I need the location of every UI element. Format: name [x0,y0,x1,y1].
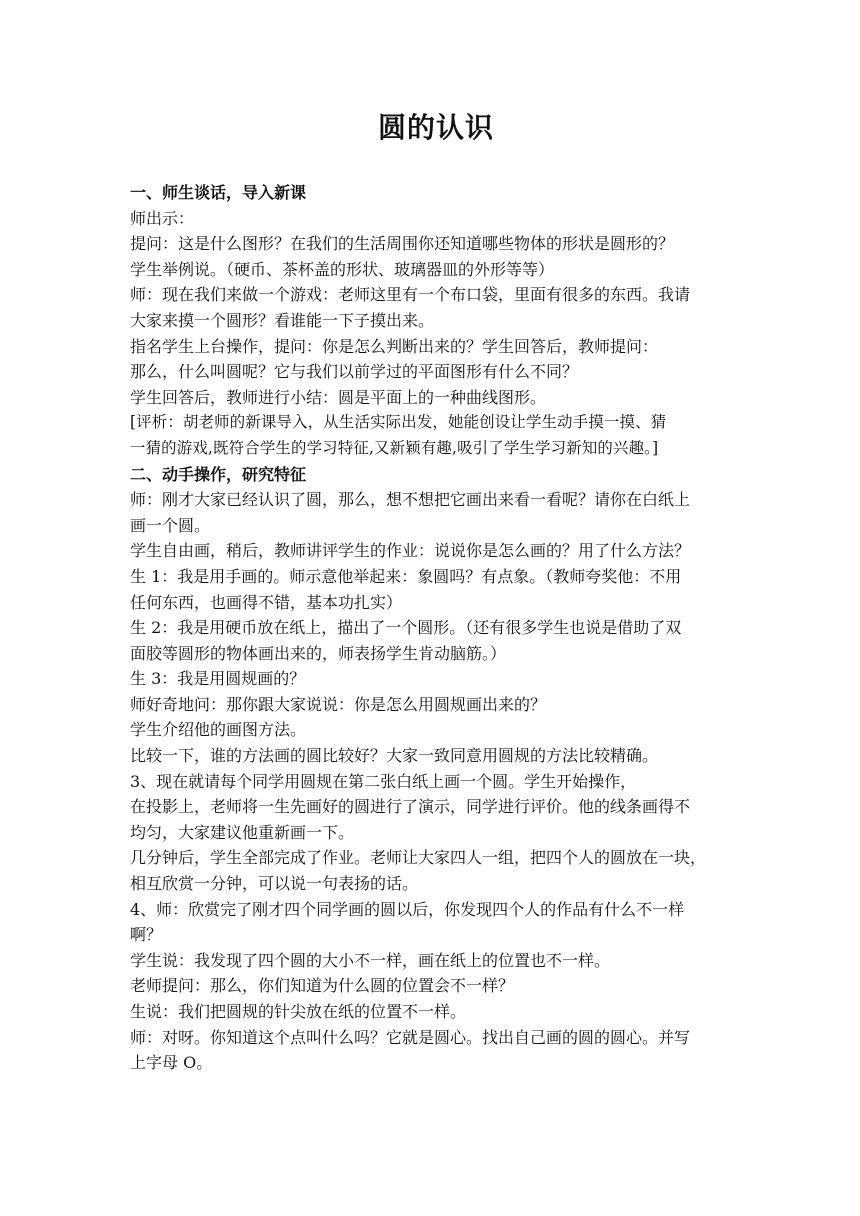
text-line: 比较一下，谁的方法画的圆比较好？大家一致同意用圆规的方法比较精确。 [130,746,659,766]
text-line: 画一个圆。 [130,515,211,535]
text-line: 提问：这是什么图形？在我们的生活周围你还知道哪些物体的形状是圆形的？ [130,234,675,254]
text-line: 生 2：我是用硬币放在纸上，描出了一个圆形。（还有很多学生也说是借助了双 [130,618,682,638]
text-line: 3、现在就请每个同学用圆规在第二张白纸上画一个圆。学生开始操作， [130,771,637,791]
text-line: 师：刚才大家已经认识了圆，那么，想不想把它画出来看一看呢？请你在白纸上 [130,490,691,510]
text-line: 生 1：我是用手画的。师示意他举起来：象圆吗？有点象。（教师夸奖他：不用 [130,566,682,586]
text-line: 学生介绍他的画图方法。 [130,720,307,740]
comment-line: [评析：胡老师的新课导入，从生活实际出发，她能创设让学生动手摸一摸、猜 [130,413,667,432]
text-line: 相互欣赏一分钟，可以说一句表扬的话。 [130,874,419,894]
text-line: 指名学生上台操作，提问：你是怎么判断出来的？学生回答后，教师提问： [130,336,659,356]
text-line: 生 3：我是用圆规画的？ [130,669,306,689]
text-line: 师出示： [130,208,195,228]
document-body [130,180,742,1076]
text-line: 学生回答后，教师进行小结：圆是平面上的一种曲线图形。 [130,387,547,407]
text-line: 4、师：欣赏完了刚才四个同学画的圆以后，你发现四个人的作品有什么不一样 [130,899,685,919]
comment-line: 一猜的游戏,既符合学生的学习特征,又新颖有趣,吸引了学生学习新知的兴趣。] [130,438,659,457]
section-heading: 二、动手操作，研究特征 [130,464,307,484]
document-page [130,108,742,1076]
text-line: 大家来摸一个圆形？看谁能一下子摸出来。 [130,310,435,330]
text-line: 学生自由画，稍后，教师讲评学生的作业：说说你是怎么画的？用了什么方法？ [130,541,691,561]
text-line: 学生说：我发现了四个圆的大小不一样，画在纸上的位置也不一样。 [130,950,611,970]
text-line: 几分钟后，学生全部完成了作业。老师让大家四人一组，把四个人的圆放在一块， [130,848,707,868]
text-line: 学生举例说。（硬币、茶杯盖的形状、玻璃器皿的外形等等） [130,259,555,279]
text-line: 师：对呀。你知道这个点叫什么吗？它就是圆心。找出自己画的圆的圆心。并写 [130,1027,691,1047]
text-line: 那么，什么叫圆呢？它与我们以前学过的平面图形有什么不同？ [130,362,579,382]
text-line: 师：现在我们来做一个游戏：老师这里有一个布口袋，里面有很多的东西。我请 [130,285,691,305]
text-line: 上字母 O。 [130,1053,213,1073]
section-heading: 一、师生谈话，导入新课 [130,183,307,202]
text-line: 任何东西，也画得不错，基本功扎实） [130,592,403,612]
document-title: 圆的认识 [377,111,494,144]
text-line: 生说：我们把圆规的针尖放在纸的位置不一样。 [130,1002,467,1021]
text-line: 师好奇地问：那你跟大家说说：你是怎么用圆规画出来的？ [130,694,547,714]
text-line: 面胶等圆形的物体画出来的，师表扬学生肯动脑筋。） [130,643,507,663]
text-line: 啊？ [130,925,163,945]
text-line: 老师提问：那么，你们知道为什么圆的位置会不一样？ [130,976,515,996]
text-line: 均匀，大家建议他重新画一下。 [130,822,355,842]
text-line: 在投影上，老师将一生先画好的圆进行了演示，同学进行评价。他的线条画得不 [130,797,691,817]
